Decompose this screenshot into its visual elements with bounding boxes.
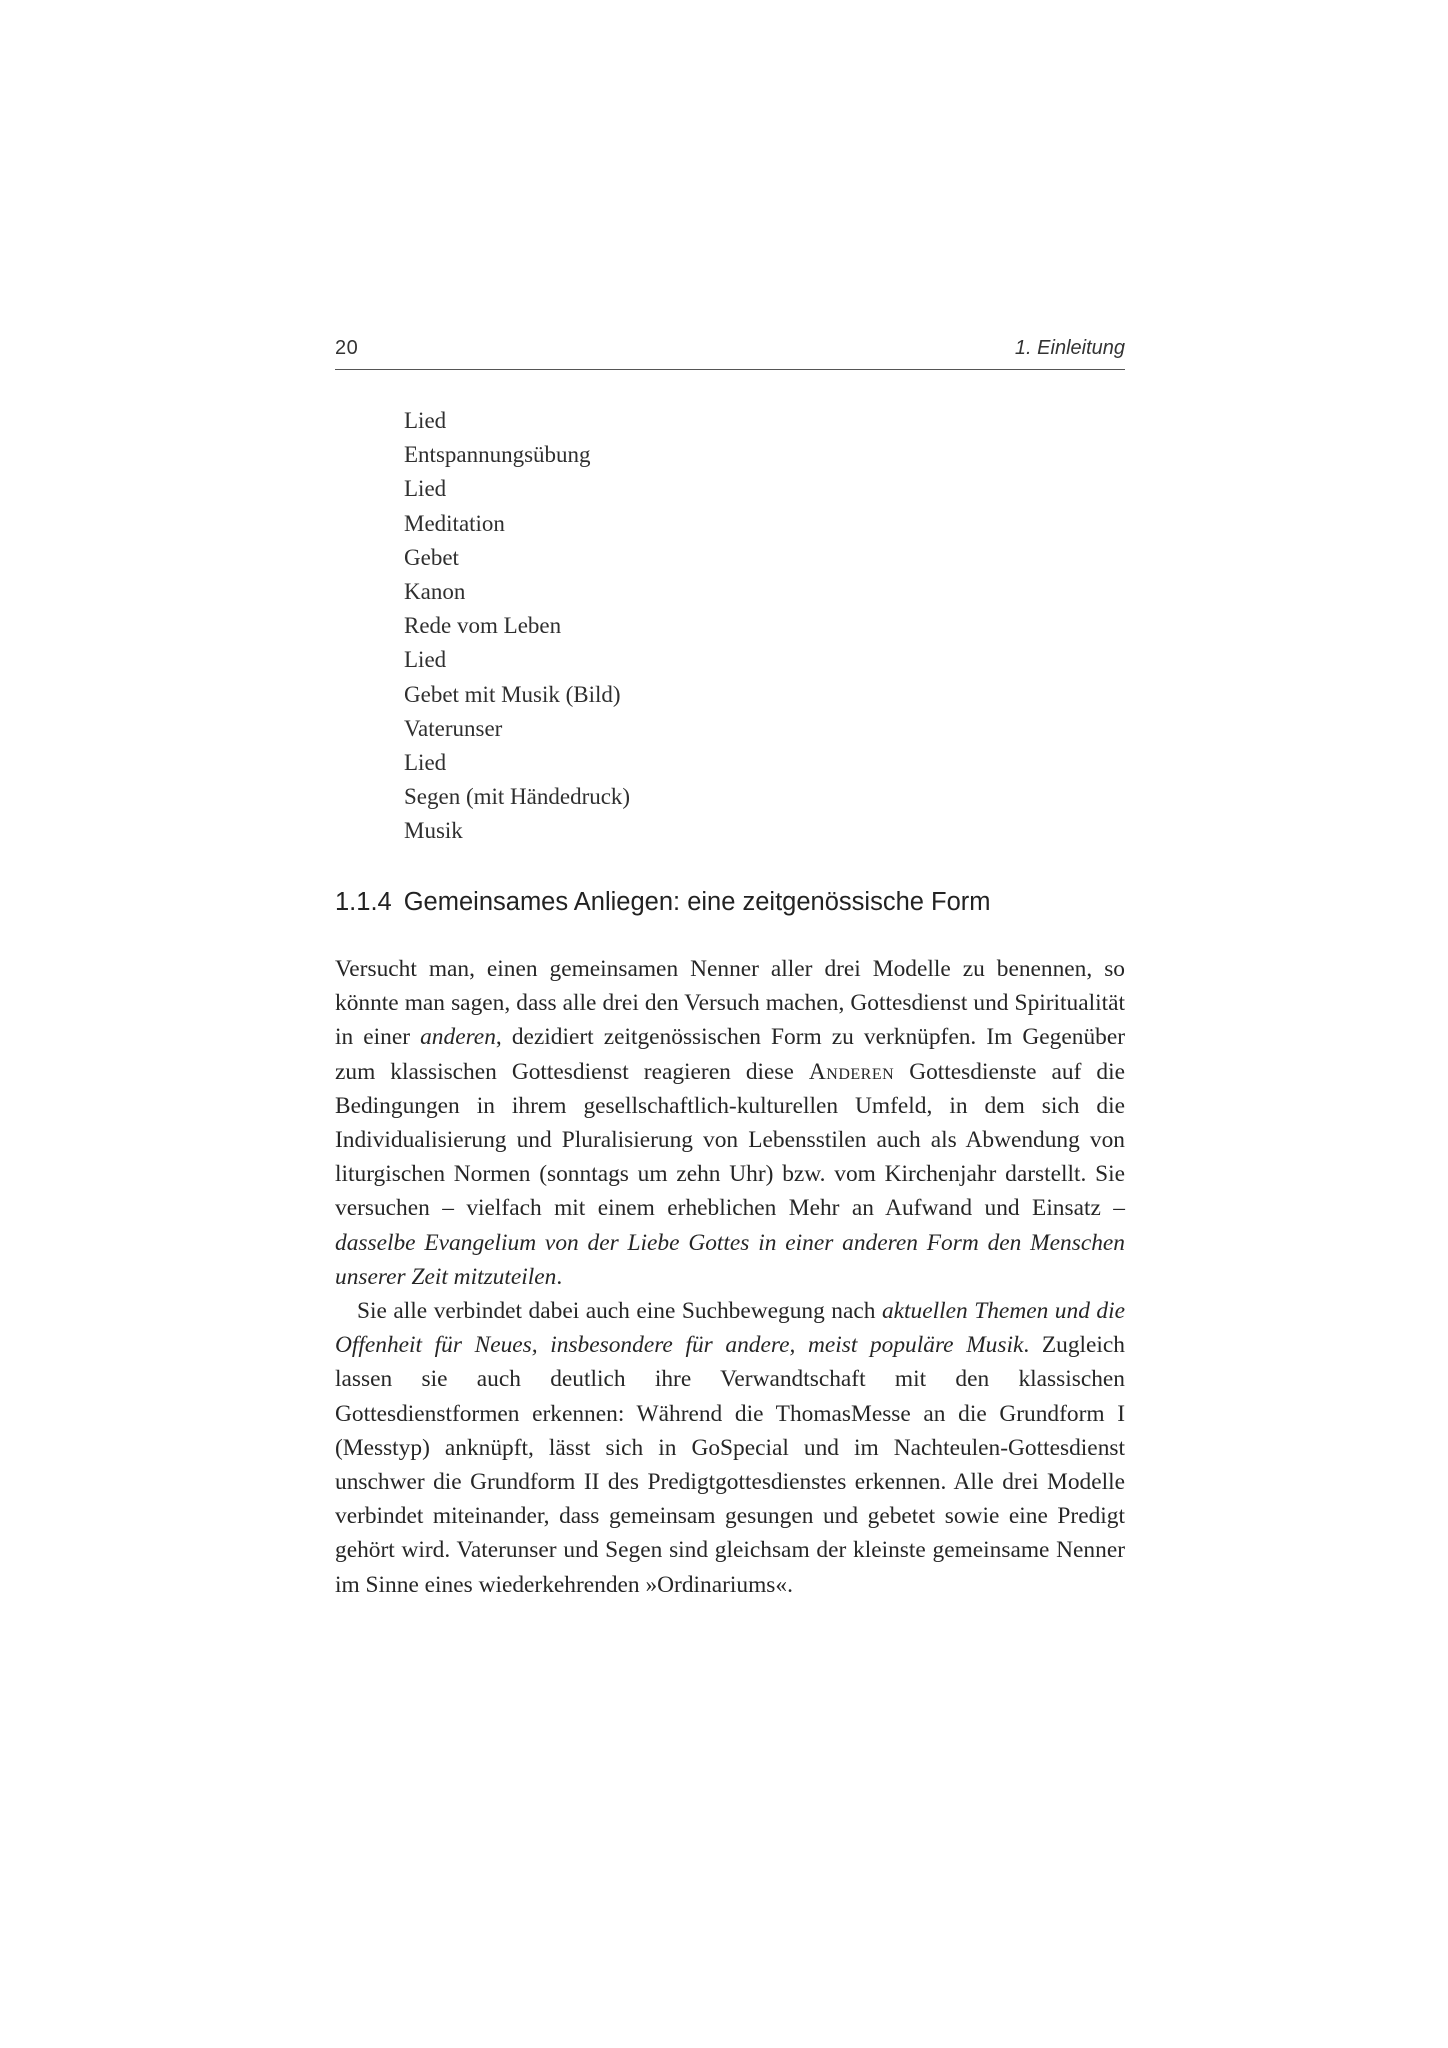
- list-item: Rede vom Leben: [404, 613, 562, 639]
- list-item: Meditation: [404, 510, 505, 536]
- text-run: Versucht man, einen gemeinsamen Nenner aller drei Modelle zu benennen, so könnte man sagen, dass alle drei den Versuch machen, Gottesdienst und Spiritualität in einer: [335, 956, 1125, 1051]
- list-item: Lied: [404, 408, 447, 433]
- text-run: . Zugleich lassen sie auch deutlich ihre Verwandtschaft mit den klassischen Gottesdienstformen erkennen: Während die ThomasMesse an die Grundform I (Messtyp) anknüpft, lässt sich in GoSpecial und im Nachteulen-Gottesdienst unschwer die Grundform II des Predigtgottesdienstes erkennen. Alle drei Modelle verbindet miteinander, dass gemeinsam gesungen und gebetet sowie eine Predigt gehört wird. Vaterunser und Segen sind gleichsam der kleinste gemeinsame Nenner im Sinne eines wiederkehrenden »Ordinariums«.: [335, 1332, 1125, 1598]
- text-run: Gottesdienste auf die Bedingungen in ihrem gesellschaftlich-kulturellen Umfeld, in dem sich die Individualisierung und Pluralisierung von Lebensstilen auch als Abwendung von liturgischen Normen (sonntags um zehn Uhr) bzw. vom Kirchenjahr darstellt. Sie versuchen – vielfach mit einem erheblichen Mehr an Aufwand und Einsatz –: [335, 1058, 1126, 1222]
- emphasis: dasselbe Evangelium von der Liebe Gottes in einer anderen Form den Menschen unserer Zeit mitzuteilen: [335, 1229, 1125, 1290]
- text-run: .: [556, 1263, 563, 1290]
- list-item: Segen (mit Händedruck): [404, 784, 631, 810]
- list-item: Lied: [404, 476, 447, 502]
- paragraph: [335, 952, 1125, 1294]
- emphasis: aktuellen Themen und die Offenheit für Neues, insbesondere für andere, meist populäre Musik: [335, 1298, 1125, 1359]
- text-run: , dezidiert zeitgenössischen Form zu verknüpfen. Im Gegenüber zum klassischen Gottesdienst reagieren diese: [335, 1024, 1126, 1085]
- list-item: Vaterunser: [404, 715, 503, 741]
- list-item: Musik: [404, 818, 463, 844]
- list-item: Gebet mit Musik (Bild): [404, 681, 621, 707]
- page-number: 20: [335, 337, 359, 359]
- list-item: Entspannungsübung: [404, 442, 591, 468]
- section-number: 1.1.4: [335, 888, 392, 916]
- chapter-title: 1. Einleitung: [1014, 337, 1125, 359]
- body-text: [335, 952, 1125, 1602]
- small-caps-term: Anderen: [808, 1058, 895, 1085]
- emphasis: anderen: [420, 1024, 496, 1051]
- list-item: Gebet: [404, 544, 459, 570]
- service-order-list: [404, 404, 630, 849]
- section-title: Gemeinsames Anliegen: eine zeitgenössische Form: [403, 888, 991, 916]
- running-head: [335, 333, 1125, 370]
- text-run: Sie alle verbindet dabei auch eine Suchbewegung nach: [357, 1298, 882, 1325]
- list-item: Lied: [404, 647, 447, 673]
- list-item: Lied: [404, 750, 447, 776]
- list-item: Kanon: [404, 579, 466, 605]
- section-heading: [335, 888, 991, 917]
- paragraph: [335, 1294, 1125, 1602]
